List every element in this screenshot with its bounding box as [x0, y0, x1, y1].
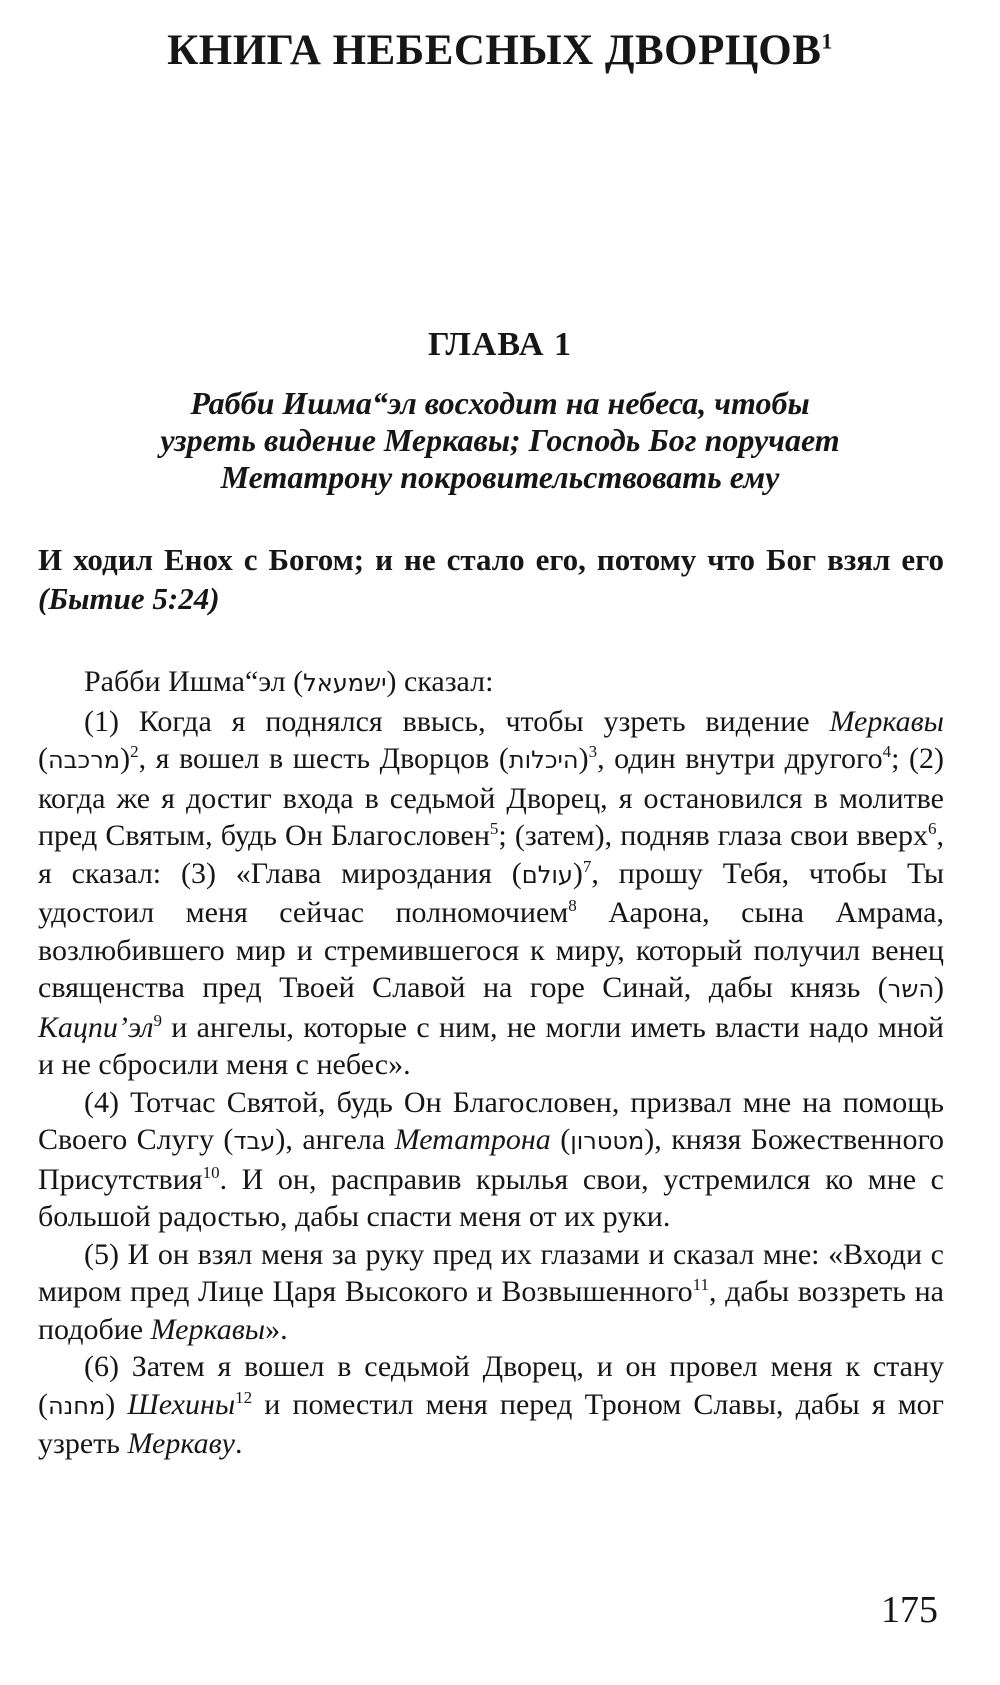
text-run: и ангелы, которые с ним, не могли иметь власти надо мной и не сбросили меня с небес».: [38, 1010, 944, 1081]
footnote-mark: 4: [882, 742, 892, 761]
body-text: [38, 663, 944, 1463]
epigraph-reference: (Бытие 5:24): [38, 581, 220, 616]
hebrew-term: עבד: [233, 1127, 276, 1155]
book-title-text: КНИГА НЕБЕСНЫХ ДВОРЦОВ: [167, 27, 822, 74]
text-run: ) сказал:: [386, 665, 494, 698]
hebrew-term: מטטרון: [570, 1127, 645, 1155]
text-run: . И он, расправив крылья свои, устремился ко мне с большой радостью, дабы спасти меня от их руки.: [38, 1162, 944, 1233]
text-run: (: [38, 742, 48, 775]
subtitle-line: Метатрону покровительствовать ему: [220, 459, 780, 495]
text-run: ): [105, 1387, 128, 1421]
italic-term: Кацпи’эл: [38, 1010, 154, 1044]
text-run: и поместил меня перед Троном Славы, дабы я мог узреть: [38, 1387, 944, 1460]
footnote-mark: 9: [153, 1010, 162, 1030]
hebrew-term: היכלות: [508, 746, 579, 774]
footnote-mark: 7: [582, 856, 592, 876]
text-run: ): [120, 742, 131, 775]
hebrew-term: השר: [887, 975, 934, 1003]
text-run: ; (2) когда же я достиг входа в седьмой Дворец, я остановился в молитве пред Святым, будь Он Благословен: [38, 742, 944, 852]
text-run: ), ангела: [275, 1123, 395, 1156]
hebrew-term: עולם: [521, 860, 573, 889]
body-paragraph: [38, 663, 944, 703]
text-run: , прошу Тебя, чтобы Ты удостоил меня сейчас полномочием: [38, 856, 944, 929]
body-paragraph: [38, 1236, 944, 1349]
footnote-mark: 6: [928, 819, 937, 838]
italic-term: Метатрона: [394, 1123, 551, 1156]
text-run: (5) И он взял меня за руку пред их глазами и сказал мне: «Входи с миром пред Лице Царя Высокого и Возвышенного: [38, 1237, 944, 1308]
text-run: Рабби Ишма“эл (: [84, 665, 304, 698]
body-paragraph: [38, 1084, 944, 1236]
text-run: , я сказал: (3) «Глава мироздания (: [38, 819, 944, 890]
hebrew-term: ישמעאל: [303, 669, 387, 697]
chapter-title: ГЛАВА 1: [428, 326, 572, 363]
text-run: (4) Тотчас Святой, будь Он Благословен, призвал мне на помощь Своего Слугу (: [38, 1085, 944, 1156]
epigraph-text: И ходил Енох с Богом; и не стало его, потому что Бог взял его: [38, 542, 944, 577]
text-run: (1) Когда я поднялся ввысь, чтобы узреть видение: [84, 704, 830, 738]
book-title-footnote-mark: 1: [821, 28, 833, 54]
text-run: Аарона, сына Амрама, возлюбившего мир и стремившегося к миру, который получил венец священства пред Твоей Славой на горе Синай, дабы князь (: [38, 896, 944, 1004]
italic-term: Меркавы: [829, 704, 944, 738]
text-run: ): [578, 742, 589, 775]
italic-term: Шехины: [127, 1387, 236, 1421]
epigraph: [38, 540, 944, 618]
text-run: ): [934, 971, 944, 1004]
body-paragraph: [38, 1348, 944, 1463]
hebrew-term: מחנה: [48, 1391, 106, 1420]
page-number: 175: [881, 1589, 938, 1631]
footnote-mark: 12: [235, 1387, 253, 1407]
text-run: (: [550, 1123, 571, 1156]
book-title: [0, 26, 1000, 75]
footnote-mark: 3: [588, 742, 598, 761]
text-run: , дабы воззреть на подобие: [38, 1275, 944, 1346]
italic-term: Меркавы: [150, 1312, 266, 1346]
text-run: , я вошел в шесть Дворцов (: [138, 742, 509, 775]
text-run: , один внутри другого: [597, 742, 883, 775]
text-run: ): [572, 856, 583, 890]
footnote-mark: 5: [489, 819, 499, 838]
text-run: ), князя Божественного Присутствия: [38, 1123, 945, 1196]
body-paragraph: [38, 703, 944, 1084]
footnote-mark: 10: [202, 1162, 220, 1182]
hebrew-term: מרכבה: [48, 746, 121, 774]
footnote-mark: 2: [130, 742, 139, 761]
subtitle-line: Рабби Ишма“эл восходит на небеса, чтобы: [190, 385, 810, 421]
text-run: (6) Затем я вошел в седьмой Дворец, и он провел меня к стану (: [38, 1350, 944, 1421]
text-run: ; (затем), подняв глаза свои вверх: [498, 819, 928, 852]
chapter-subtitle: [60, 385, 940, 496]
text-run: ».: [265, 1312, 288, 1346]
footnote-mark: 11: [692, 1275, 709, 1294]
subtitle-line: узреть видение Меркавы; Господь Бог поручает: [160, 422, 840, 458]
text-run: .: [234, 1427, 243, 1460]
footnote-mark: 8: [568, 896, 577, 915]
italic-term: Меркаву: [127, 1427, 235, 1460]
